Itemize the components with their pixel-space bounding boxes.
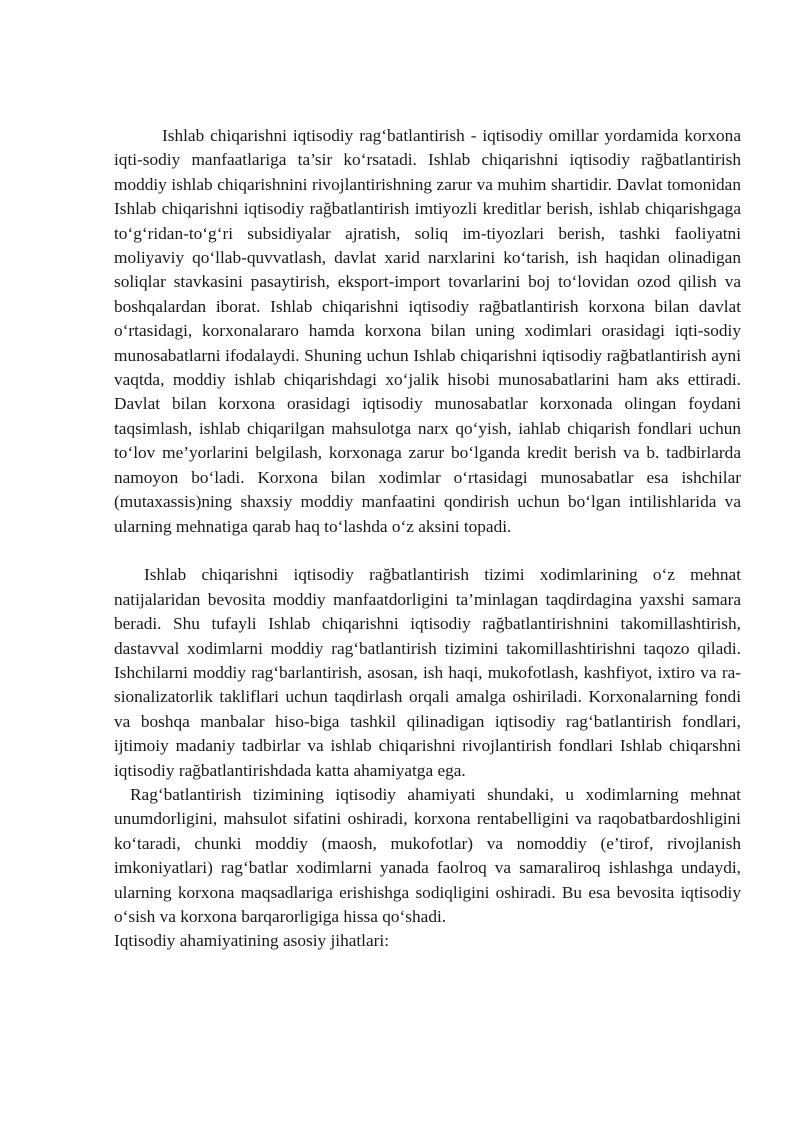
document-body bbox=[114, 124, 741, 954]
paragraph-3: Rag‘batlantirish tizimining iqtisodiy ahamiyati shundaki, u xodimlarning mehnat unumdorligini, mahsulot sifatini oshiradi, korxona rentabelligini va raqobatbardoshligini ko‘taradi, chunki moddiy (maosh, mukofotlar) va nomoddiy (e’tirof, rivojlanish imkoniyatlari) rag‘batlar xodimlarni yanada faolroq va samaraliroq ishlashga undaydi, ularning korxona maqsadlariga erishishga sodiqligini oshiradi. Bu esa bevosita iqtisodiy o‘sish va korxona barqarorligiga hissa qo‘shadi. bbox=[114, 784, 741, 926]
paragraph-2: Ishlab chiqarishni iqtisodiy rağbatlantirish tizimi xodimlarining o‘z mehnat natijalaridan bevosita moddiy manfaatdorligini ta’minlagan taqdirdagina yaxshi samara beradi. Shu tufayli Ishlab chiqarishni iqtisodiy rağbatlantirishnini takomillashtirish, dastavval xodimlarni moddiy rag‘batlantirish tizimini takomillashtirishni taqozo qiladi. Ishchilarni moddiy rag‘barlantirish, asosan, ish haqi, mukofotlash, kashfiyot, ixtiro va ra-sionalizatorlik takliflari uchun taqdirlash orqali amalga oshiriladi. Korxonalarning fondi va boshqa manbalar hiso-biga tashkil qilinadigan iqtisodiy rag‘batlantirish fondlari, ijtimoiy madaniy tadbirlar va ishlab chiqarishni rivojlantirish fondlari Ishlab chiqarshni iqtisodiy rağbatlantirishdada katta ahamiyatga ega. bbox=[114, 565, 741, 780]
paragraph-1: Ishlab chiqarishni iqtisodiy rag‘batlantirish - iqtisodiy omillar yordamida korxona iqti-sodiy manfaatlariga ta’sir ko‘rsatadi. Ishlab chiqarishni iqtisodiy rağbatlantirish moddiy ishlab chiqarishnini rivojlantirishning zarur va muhim shartidir. Davlat tomonidan Ishlab chiqarishni iqtisodiy rağbatlantirish imtiyozli kreditlar berish, ishlab chiqarishgaga to‘g‘ridan-to‘g‘ri subsidiyalar ajratish, soliq im-tiyozlari berish, tashki faoliyatni moliyaviy qo‘llab-quvvatlash, davlat xarid narxlarini ko‘tarish, ish haqidan olinadigan soliqlar stavkasini pasaytirish, eksport-import tovarlarini boj to‘lovidan ozod qilish va boshqalardan iborat. Ishlab chiqarishni iqtisodiy rağbatlantirish korxona bilan davlat o‘rtasidagi, korxonalararo hamda korxona bilan uning xodimlari orasidagi iqti-sodiy munosabatlarni ifodalaydi. Shuning uchun Ishlab chiqarishni iqtisodiy rağbatlantirish ayni vaqtda, moddiy ishlab chiqarishdagi xo‘jalik hisobi munosabatlarini ham aks ettiradi. Davlat bilan korxona orasidagi iqtisodiy munosabatlar korxonada olingan foydani taqsimlash, ishlab chiqarilgan mahsulotga narx qo‘yish, iahlab chiqarish fondlari uchun to‘lov me’yorlarini belgilash, korxonaga zarur bo‘lganda kredit berish va b. tadbirlarda namoyon bo‘ladi. Korxona bilan xodimlar o‘rtasidagi munosabatlar esa ishchilar (mutaxassis)ning shaxsiy moddiy manfaatini qondirish uchun bo‘lgan intilishlarida va ularning mehnatiga qarab haq to‘lashda o‘z aksini topadi. bbox=[114, 126, 741, 536]
section-lead-in: Iqtisodiy ahamiyatining asosiy jihatlari: bbox=[114, 931, 390, 951]
paragraph-spacer bbox=[114, 539, 741, 563]
